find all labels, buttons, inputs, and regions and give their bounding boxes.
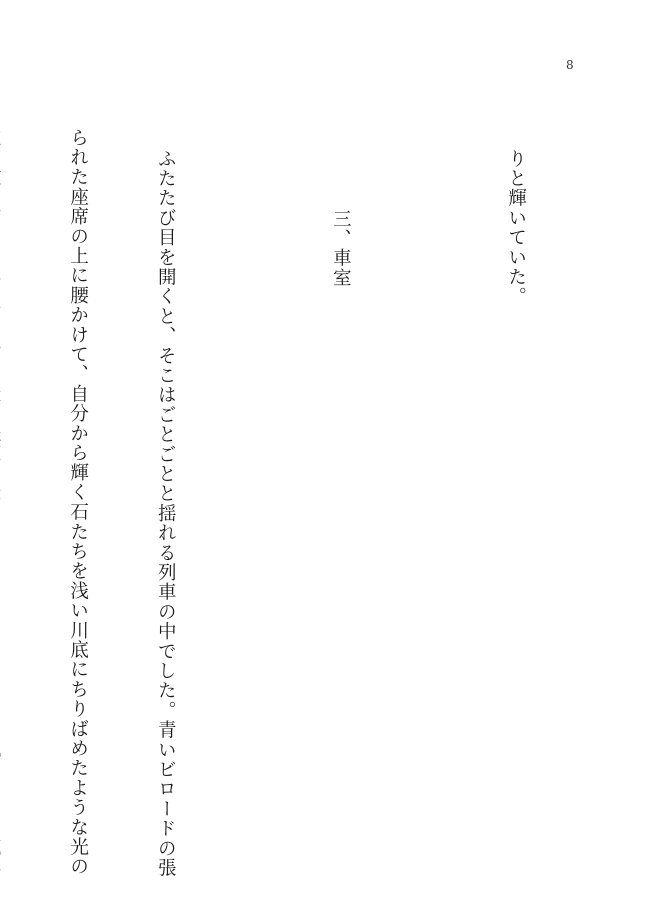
section-heading: 三、車室 xyxy=(330,209,352,289)
text-line: ふたたび目を開くと、そこはごとごとと揺れる列車の中でした。青いビロードの張 xyxy=(155,148,177,878)
text-line: りと輝いていた。 xyxy=(505,148,527,307)
blank-line xyxy=(239,128,268,858)
text-line: られた座席の上に腰かけて、自分から輝く石たちを浅い川底にちりばめたような光の xyxy=(67,128,89,877)
vertical-text-body xyxy=(0,128,589,878)
text-line xyxy=(0,128,5,858)
blank-line xyxy=(414,128,443,858)
page-number: 8 xyxy=(566,58,574,72)
